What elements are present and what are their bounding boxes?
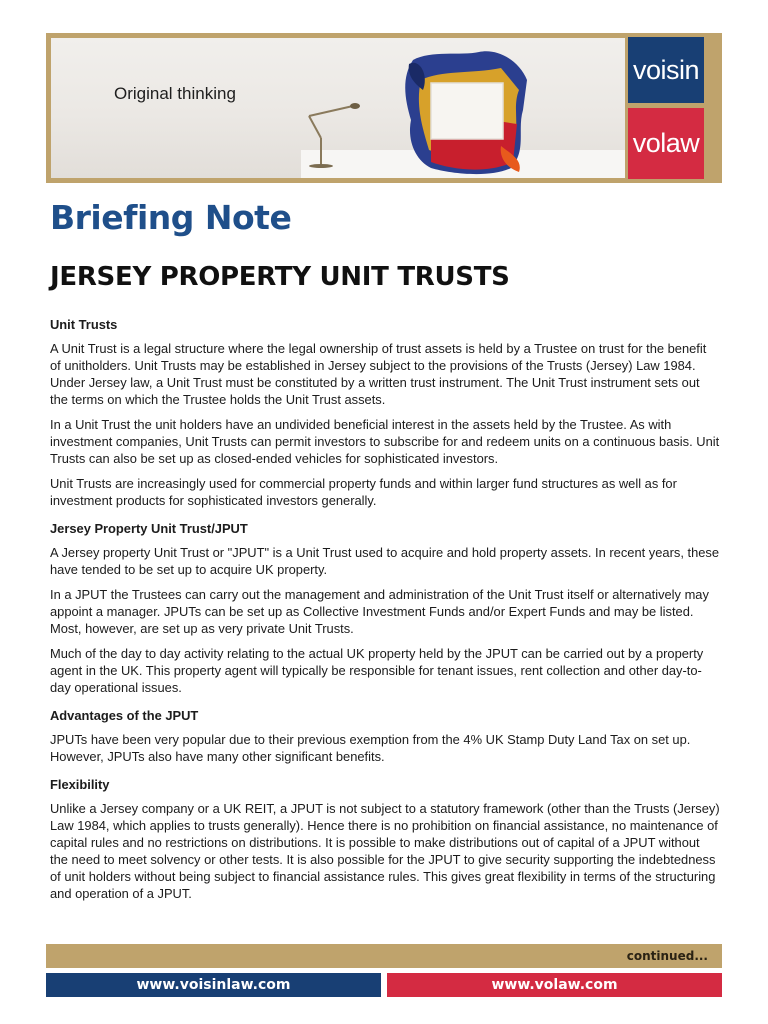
banner-photo [51,38,625,178]
paragraph: JPUTs have been very popular due to their previous exemption from the 4% UK Stamp Duty Land Tax on set up. However, JPUTs also have many other significant benefits. [50,732,691,764]
paragraph: Much of the day to day activity relating to the actual UK property held by the JPUT can be carried out by a property agent in the UK. This property agent will typically be responsible for tenant issues, rent collection and other day-to-day operational issues. [50,646,704,695]
document-body [50,316,720,910]
continued-bar [46,944,722,968]
tagline: Original thinking [114,84,236,103]
paragraph: Unit Trusts are increasingly used for commercial property funds and within larger fund structures as well as for investment products for sophisticated investors generally. [50,476,677,508]
paragraph: Unlike a Jersey company or a UK REIT, a JPUT is not subject to a statutory framework (other than the Trusts (Jersey) Law 1984, which applies to trusts generally). Hence there is no prohibition on financial assistance, no maintenance of capital rules and no restrictions on distributions. It is possible to make distributions out of capital of a JPUT without the need to meet solvency or other tests. It is also possible for the JPUT to give security supporting the indebtedness of unit holders without being subject to financial assistance rules. This gives great flexibility in terms of the structuring and operation of a JPUT. [50,801,720,901]
paragraph: A Jersey property Unit Trust or "JPUT" is a Unit Trust used to acquire and hold property assets. In recent years, these have tended to be set up to acquire UK property. [50,545,720,577]
section-heading: Flexibility [50,777,110,792]
paragraph: In a Unit Trust the unit holders have an undivided beneficial interest in the assets held by the Trustee. As with investment companies, Unit Trusts can permit investors to subscribe for and redeem units on a continuous basis. Unit Trusts can also be set up as closed-ended vehicles for sophisticated investors. [50,417,720,466]
section-advantages [50,707,720,765]
footer-link-voisinlaw[interactable]: www.voisinlaw.com [46,973,381,997]
logo-gold-strip [708,37,718,179]
section-heading: Jersey Property Unit Trust/JPUT [50,521,248,536]
continued-label: continued... [626,949,708,963]
section-heading: Unit Trusts [50,317,118,332]
paragraph: In a JPUT the Trustees can carry out the management and administration of the Unit Trust itself or alternatively may appoint a manager. JPUTs can be set up as Collective Investment Funds and/or Expert Funds and may be listed. Most, however, are set up as very private Unit Trusts. [50,587,709,636]
section-heading: Advantages of the JPUT [50,708,199,723]
desk-lamp-illustration [303,98,363,168]
doc-type-label: Briefing Note [50,198,292,237]
paint-art-illustration [401,50,541,178]
section-flexibility [50,776,720,902]
header-banner [46,33,722,183]
page-title: JERSEY PROPERTY UNIT TRUSTS [50,262,510,292]
section-jput [50,520,720,696]
paragraph: A Unit Trust is a legal structure where the legal ownership of trust assets is held by a Trustee on trust for the benefit of unitholders. Unit Trusts may be established in Jersey subject to the provisions of the Trusts (Jersey) Law 1984. Under Jersey law, a Unit Trust must be constituted by a written trust instrument. The Unit Trust instrument sets out the terms on which the Trustee holds the Unit Trust assets. [50,341,707,407]
footer-link-volaw[interactable]: www.volaw.com [387,973,722,997]
logo-volaw: volaw [628,108,704,179]
section-unit-trusts [50,316,720,509]
logo-voisin: voisin [628,37,704,103]
